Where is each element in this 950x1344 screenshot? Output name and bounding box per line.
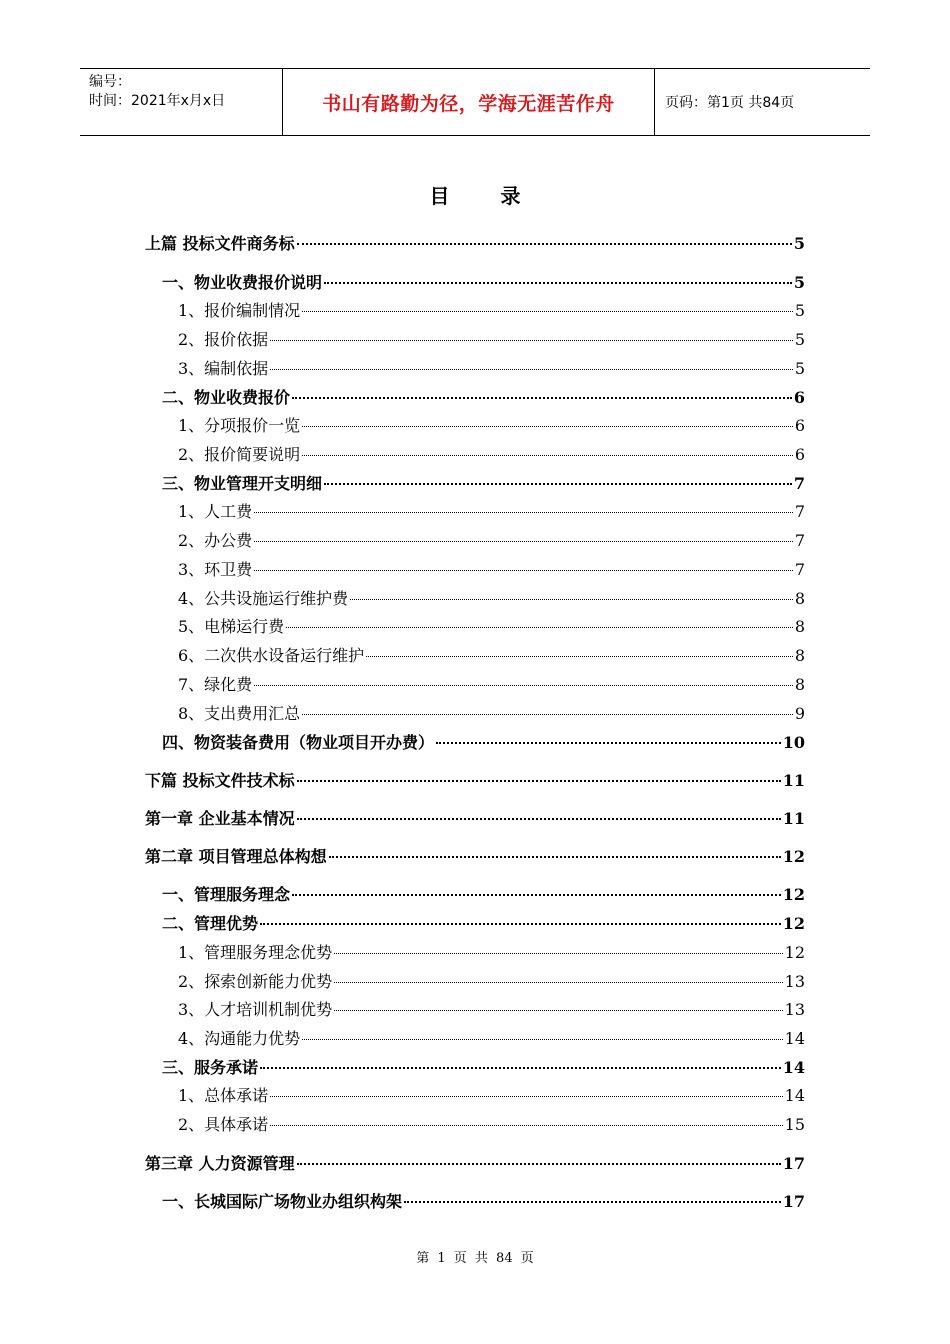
toc-entry-page: 15: [784, 1115, 805, 1134]
toc-entry-page: 14: [782, 1058, 805, 1077]
toc-dot-leader: [254, 512, 793, 513]
toc-entry[interactable]: [178, 941, 805, 965]
toc-dot-leader: [270, 1096, 782, 1097]
toc-entry[interactable]: [162, 472, 805, 496]
toc-dot-leader: [302, 311, 793, 312]
toc-entry-page: 11: [782, 809, 805, 828]
toc-entry-label: 一、管理服务理念: [162, 885, 291, 904]
toc-dot-leader: [302, 1039, 782, 1040]
toc-entry[interactable]: [178, 702, 805, 726]
toc-dot-leader: [436, 742, 781, 744]
toc-entry-page: 12: [782, 914, 805, 933]
toc-entry-page: 7: [794, 560, 805, 579]
toc-dot-leader: [297, 780, 781, 782]
toc-entry-page: 5: [794, 301, 805, 320]
toc-entry-label: 下篇 投标文件技术标: [145, 771, 295, 790]
toc-entry-page: 12: [782, 847, 805, 866]
toc-entry-label: 3、编制依据: [178, 359, 269, 378]
toc-dot-leader: [302, 455, 793, 456]
toc-entry-page: 17: [782, 1192, 805, 1211]
toc-entry-page: 6: [793, 388, 805, 407]
toc-dot-leader: [286, 627, 793, 628]
toc-entry-label: 1、总体承诺: [178, 1086, 269, 1105]
toc-entry[interactable]: [178, 558, 805, 582]
toc-entry-page: 11: [782, 771, 805, 790]
header-number: 编号：: [89, 74, 131, 90]
toc-entry-label: 2、报价简要说明: [178, 445, 301, 464]
toc-entry-page: 7: [794, 502, 805, 521]
toc-dot-leader: [297, 1163, 781, 1165]
toc-entry-page: 5: [794, 330, 805, 349]
toc-dot-leader: [254, 685, 793, 686]
toc-entry[interactable]: [178, 357, 805, 381]
toc-entry[interactable]: [162, 912, 805, 936]
toc-entry-page: 17: [782, 1154, 805, 1173]
toc-entry-label: 2、办公费: [178, 531, 253, 550]
toc-entry[interactable]: [162, 883, 805, 907]
toc-entry-label: 一、物业收费报价说明: [162, 273, 323, 292]
toc-entry-label: 三、物业管理开支明细: [162, 474, 323, 493]
toc-dot-leader: [292, 397, 792, 399]
toc-dot-leader: [260, 923, 781, 925]
toc-entry-label: 5、电梯运行费: [178, 617, 285, 636]
toc-dot-leader: [254, 570, 793, 571]
toc-entry[interactable]: [162, 1190, 805, 1214]
toc-entry-page: 8: [794, 617, 805, 636]
toc-entry[interactable]: [178, 414, 805, 438]
toc-entry[interactable]: [178, 615, 805, 639]
toc-entry-label: 4、公共设施运行维护费: [178, 589, 349, 608]
toc-dot-leader: [254, 541, 793, 542]
toc-entry-label: 7、绿化费: [178, 675, 253, 694]
toc-entry[interactable]: [178, 1113, 805, 1137]
toc-entry-label: 4、沟通能力优势: [178, 1029, 301, 1048]
toc-entry-label: 三、服务承诺: [162, 1058, 259, 1077]
toc-dot-leader: [324, 282, 792, 284]
toc-entry[interactable]: [162, 386, 805, 410]
toc-entry-label: 1、分项报价一览: [178, 416, 301, 435]
toc-entry[interactable]: [162, 1056, 805, 1080]
toc-dot-leader: [292, 894, 781, 896]
toc-entry-label: 第一章 企业基本情况: [145, 809, 295, 828]
toc-entry-label: 上篇 投标文件商务标: [145, 234, 295, 253]
header-motto: 书山有路勤为径，学海无涯苦作舟: [282, 69, 655, 135]
toc-entry-page: 5: [793, 273, 805, 292]
toc-entry-page: 7: [793, 474, 805, 493]
toc-dot-leader: [297, 818, 781, 820]
toc-dot-leader: [260, 1067, 781, 1069]
toc-entry-page: 8: [794, 589, 805, 608]
toc-entry-label: 二、物业收费报价: [162, 388, 291, 407]
toc-entry-label: 1、管理服务理念优势: [178, 943, 333, 962]
toc-entry-label: 二、管理优势: [162, 914, 259, 933]
toc-entry-label: 第二章 项目管理总体构想: [145, 847, 327, 866]
toc-entry-page: 14: [784, 1029, 805, 1048]
toc-entry[interactable]: [178, 587, 805, 611]
toc-entry-label: 四、物资装备费用（物业项目开办费）: [162, 733, 435, 752]
toc-entry-page: 5: [793, 234, 805, 253]
toc-dot-leader: [302, 714, 793, 715]
toc-entry-page: 13: [784, 1000, 805, 1019]
toc-entry-page: 6: [794, 445, 805, 464]
toc-dot-leader: [270, 1125, 782, 1126]
toc-entry-label: 2、报价依据: [178, 330, 269, 349]
toc-entry[interactable]: [145, 1152, 805, 1176]
toc-entry[interactable]: [178, 443, 805, 467]
toc-entry[interactable]: [178, 998, 805, 1022]
toc-entry[interactable]: [178, 328, 805, 352]
toc-entry[interactable]: [145, 769, 805, 793]
toc-entry-page: 13: [784, 972, 805, 991]
toc-entry-label: 2、具体承诺: [178, 1115, 269, 1134]
toc-entry-label: 1、报价编制情况: [178, 301, 301, 320]
toc-entry[interactable]: [178, 1027, 805, 1051]
toc-dot-leader: [324, 483, 792, 485]
toc-dot-leader: [270, 340, 793, 341]
toc-dot-leader: [350, 599, 793, 600]
toc-entry-page: 12: [782, 885, 805, 904]
toc-dot-leader: [334, 982, 782, 983]
toc-entry-page: 10: [782, 733, 805, 752]
toc-entry-label: 3、环卫费: [178, 560, 253, 579]
toc-dot-leader: [404, 1201, 781, 1203]
toc-title: 目 录: [429, 184, 543, 208]
toc-entry[interactable]: [178, 500, 805, 524]
toc-entry[interactable]: [178, 299, 805, 323]
toc-entry-label: 8、支出费用汇总: [178, 704, 301, 723]
toc-entry[interactable]: [162, 731, 805, 755]
toc-entry-page: 8: [794, 646, 805, 665]
toc-entry-page: 7: [794, 531, 805, 550]
header-date: 时间：2021年x月x日: [89, 93, 226, 109]
toc-entry[interactable]: [145, 845, 805, 869]
toc-entry[interactable]: [162, 271, 805, 295]
toc-entry-label: 一、长城国际广场物业办组织构架: [162, 1192, 403, 1211]
toc-entry-page: 12: [784, 943, 805, 962]
toc-entry[interactable]: [178, 529, 805, 553]
toc-entry-page: 8: [794, 675, 805, 694]
toc-dot-leader: [366, 656, 793, 657]
toc-entry[interactable]: [178, 1084, 805, 1108]
toc-dot-leader: [334, 1010, 782, 1011]
page-footer: 第 1 页 共 84 页: [416, 1251, 534, 1266]
toc-entry-label: 2、探索创新能力优势: [178, 972, 333, 991]
toc-entry-page: 6: [794, 416, 805, 435]
toc-entry-label: 1、人工费: [178, 502, 253, 521]
toc-entry[interactable]: [178, 970, 805, 994]
toc-dot-leader: [297, 243, 792, 245]
header-page-info: 页码：第1页 共84页: [665, 95, 795, 111]
toc-entry[interactable]: [145, 807, 805, 831]
toc-dot-leader: [302, 426, 793, 427]
toc-entry-page: 14: [784, 1086, 805, 1105]
toc-entry-label: 第三章 人力资源管理: [145, 1154, 295, 1173]
toc-entry-page: 9: [794, 704, 805, 723]
toc-dot-leader: [329, 856, 781, 858]
toc-entry-label: 3、人才培训机制优势: [178, 1000, 333, 1019]
toc-entry[interactable]: [178, 673, 805, 697]
toc-dot-leader: [334, 953, 782, 954]
toc-entry[interactable]: [178, 644, 805, 668]
toc-entry[interactable]: [145, 232, 805, 256]
toc-entry-label: 6、二次供水设备运行维护: [178, 646, 365, 665]
toc-dot-leader: [270, 369, 793, 370]
toc-entry-page: 5: [794, 359, 805, 378]
